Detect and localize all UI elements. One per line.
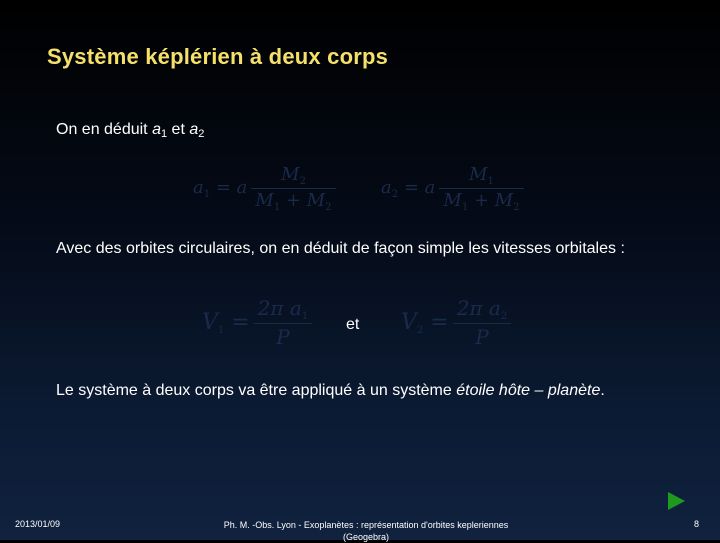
eq-v1-denominator: P (276, 325, 290, 349)
eq-v1-fraction (254, 296, 313, 349)
intro-sub-2: 2 (198, 128, 205, 140)
conclusion-emphasis: étoile hôte – planète (456, 382, 601, 399)
slide-title: Système képlérien à deux corps (47, 44, 389, 69)
circular-orbits-text: Avec des orbites circulaires, on en déduit de façon simple les vitesses orbitales : (56, 240, 625, 257)
intro-and: et (167, 121, 190, 138)
intro-var-a1: a (152, 121, 161, 138)
eq-a2-denominator: $M_1 + M_2$ (443, 190, 520, 213)
eq-a2-fraction (439, 164, 523, 213)
eq-a1-numerator: $M_2$ (281, 164, 306, 187)
intro-sub-1: 1 (160, 128, 168, 140)
intro-var-a2: a (189, 121, 199, 138)
play-triangle-icon[interactable] (668, 492, 685, 510)
equation-v2 (401, 296, 511, 349)
et-label: et (346, 316, 360, 333)
footer-credit (206, 519, 526, 543)
eq-v2-fraction (453, 296, 512, 349)
footer-date: 2013/01/09 (15, 519, 61, 529)
eq-a1-fraction (251, 164, 335, 213)
conclusion-suffix: . (600, 382, 605, 399)
equation-v1 (202, 296, 312, 349)
footer-credit-line2: (Geogebra) (342, 532, 390, 542)
intro-text (56, 119, 204, 145)
eq-a2-numerator: $M_1$ (469, 164, 494, 187)
equation-a1 (193, 164, 336, 213)
eq-v1-lhs: $V_1$ = (202, 309, 250, 336)
intro-label: On en déduit (56, 121, 153, 138)
eq-v1-numerator: 2π $a_1$ (257, 296, 309, 322)
eq-a1-lhs: $a_1 = a$ (193, 177, 248, 200)
page-number: 8 (694, 519, 700, 529)
equation-a2 (381, 164, 524, 213)
footer-credit-line1: Ph. M. -Obs. Lyon - Exoplanètes : représentation d'orbites kepleriennes (223, 520, 509, 530)
conclusion-text (56, 380, 605, 402)
eq-a1-denominator: $M_1 + M_2$ (255, 190, 332, 213)
eq-v2-lhs: $V_2$ = (401, 309, 449, 336)
eq-a2-lhs: $a_2 = a$ (381, 177, 436, 200)
eq-v2-denominator: P (475, 325, 489, 349)
conclusion-prefix: Le système à deux corps va être appliqué à un système (56, 382, 457, 399)
eq-v2-numerator: 2π $a_2$ (456, 296, 508, 322)
